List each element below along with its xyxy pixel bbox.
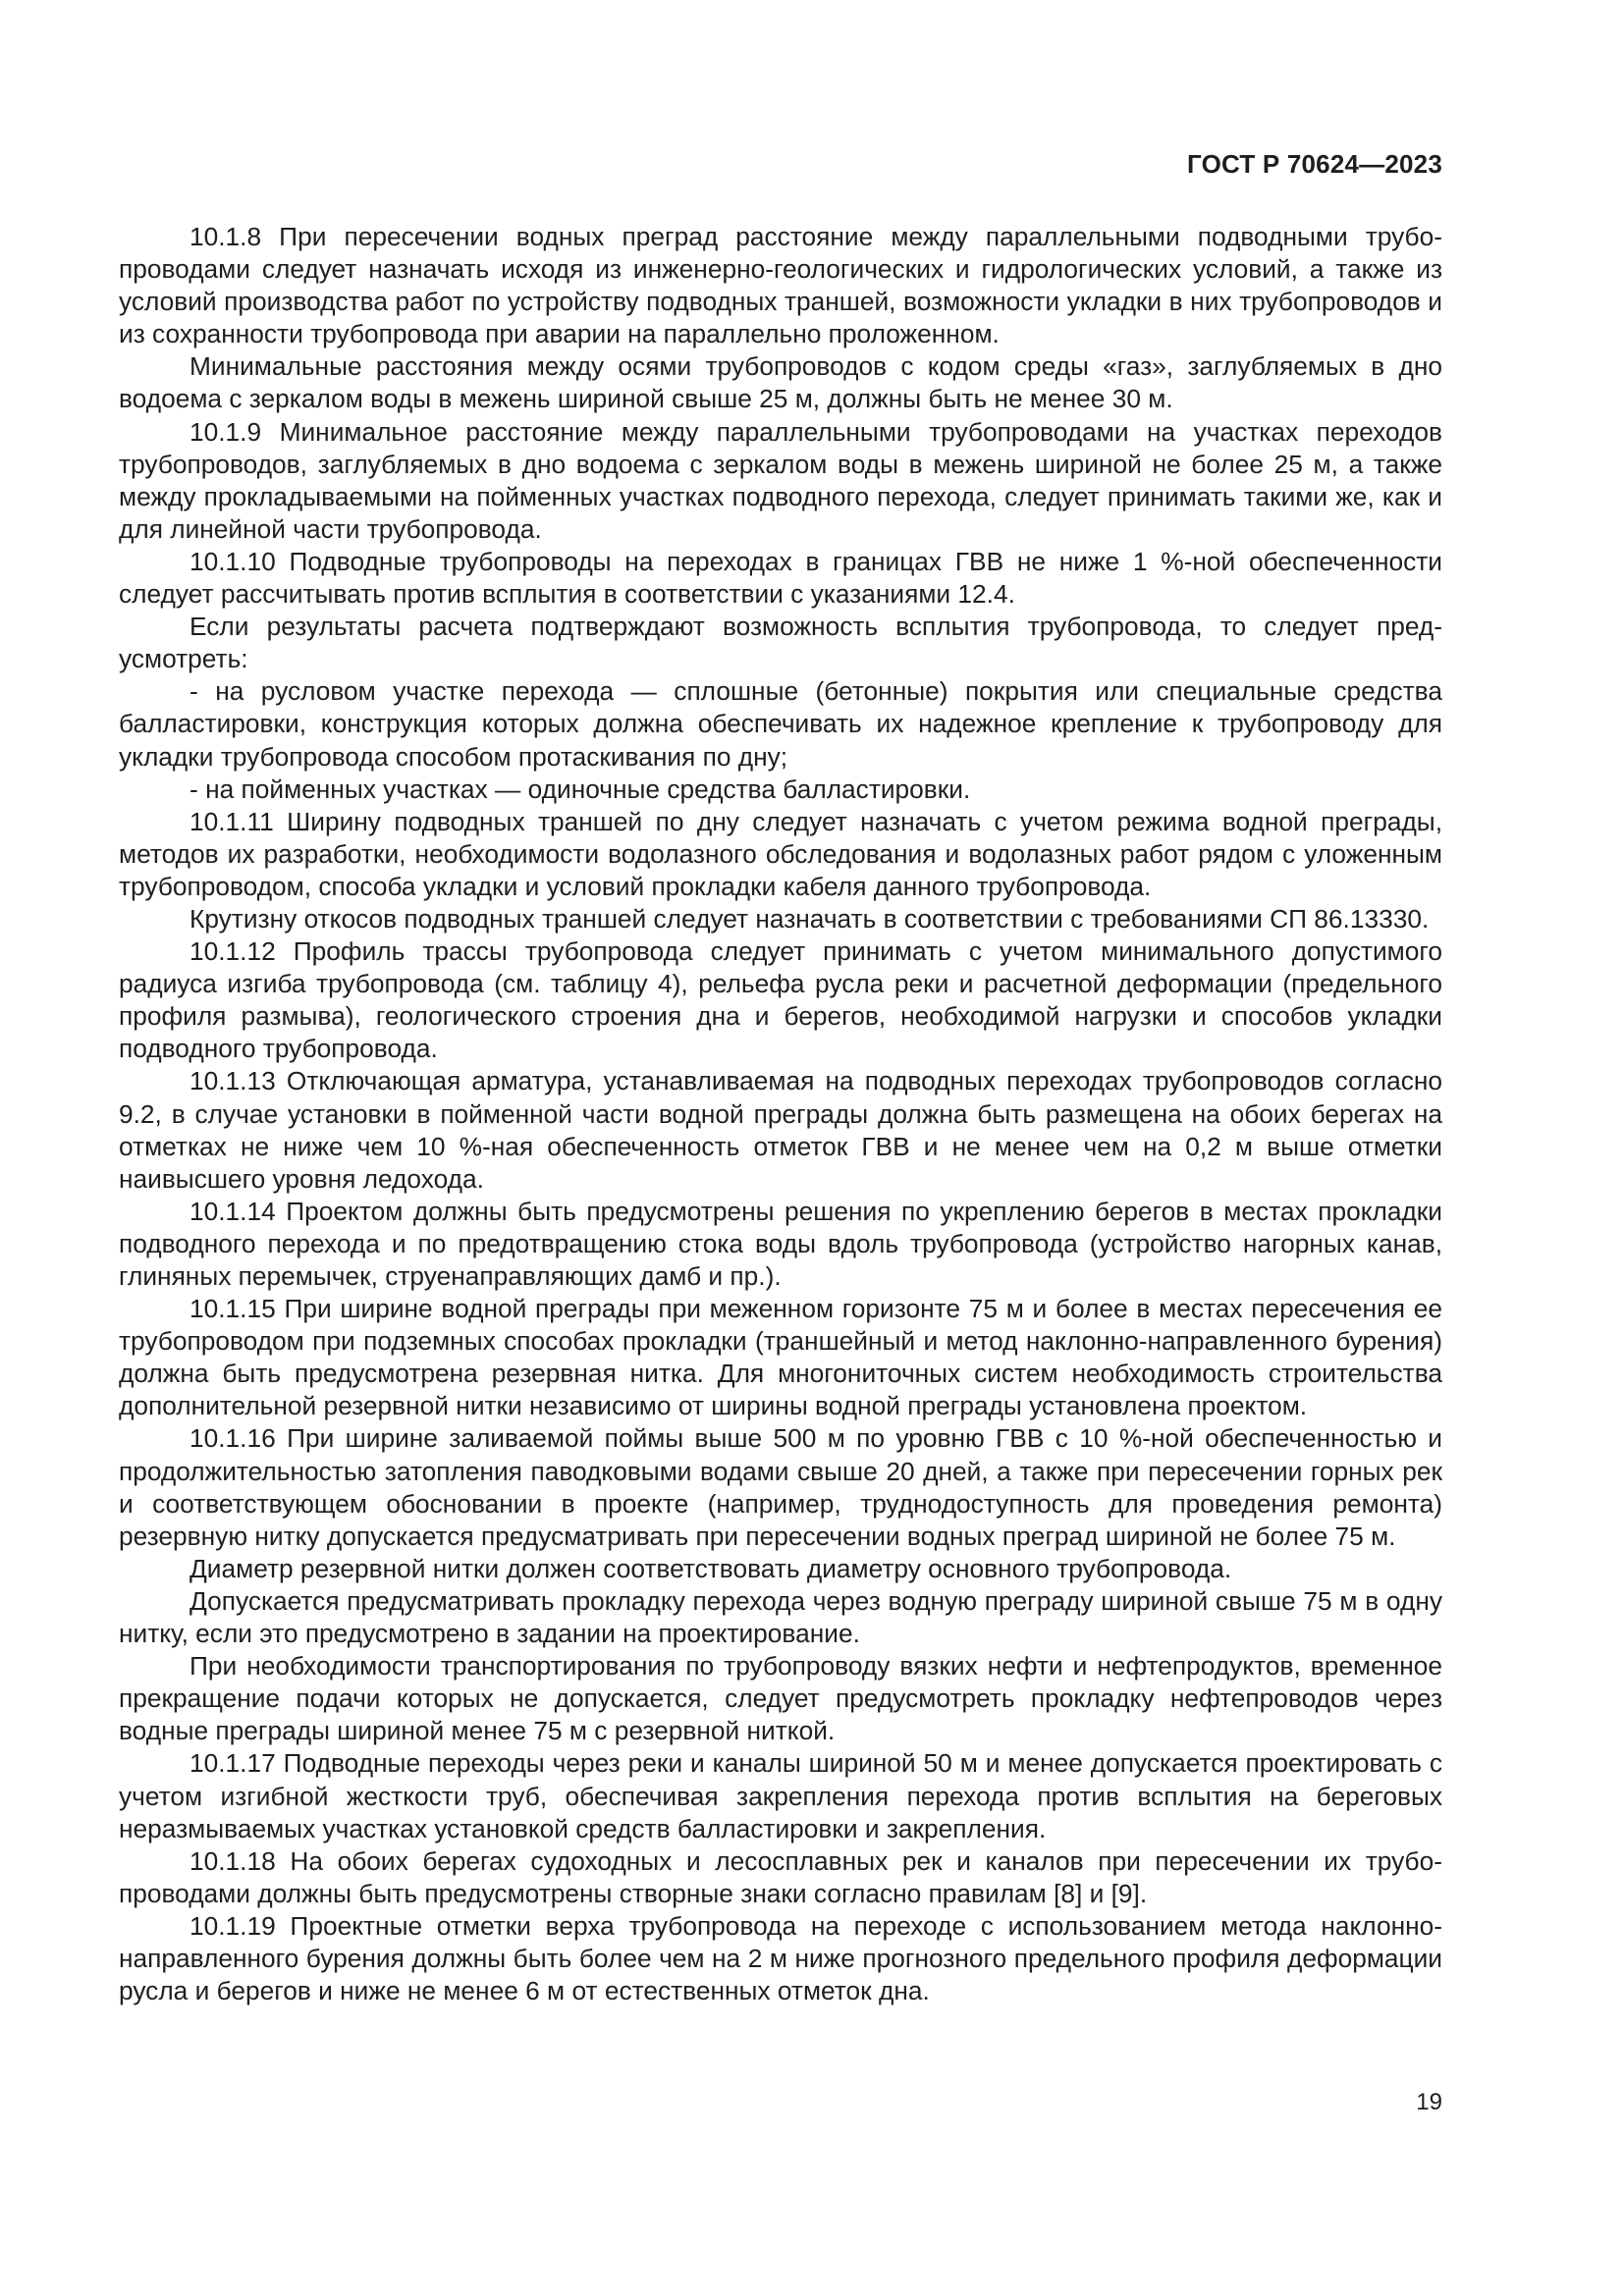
paragraph: Крутизну откосов подводных траншей следует назначать в соответствии с требованиями СП 86.13330. [189,903,1430,934]
paragraph: Диаметр резервной нитки должен соответствовать диаметру основного трубопровода. [189,1553,1232,1583]
document-body [119,221,1442,2007]
paragraph: 10.1.17 Подводные переходы через реки и каналы шириной 50 м и менее допускается проектировать с учетом изгибной жесткости труб, обеспечивая закрепления перехода против всплытия на береговых неразмываемых участках установкой средств балластировки и закрепления. [119,1748,1442,1843]
paragraph: Допускается предусматривать прокладку перехода через водную преграду шириной свыше 75 м в одну нитку, если это предусмотрено в задании на проектирование. [119,1585,1442,1649]
paragraph: - на русловом участке перехода — сплошные (бетонные) покрытия или специальные средства балластировки, конструкция которых должна обеспечивать их надежное крепление к трубопроводу для укладки трубопровода способом протаскивания по дну; [119,676,1442,772]
paragraph: 10.1.14 Проектом должны быть предусмотрены решения по укреплению берегов в местах прокладки подводного перехода и по предотвращению стока воды вдоль трубопровода (устройство нагорных канав, глиняных перемычек, струенаправляющих дамб и пр.). [119,1196,1442,1291]
paragraph: 10.1.19 Проектные отметки верха трубопровода на переходе с использованием метода наклонно-направленного бурения должны быть более чем на 2 м ниже прогнозного предельного профиля деформации русла и берегов и ниже не менее 6 м от естественных отметок дна. [119,1910,1442,2006]
paragraph: 10.1.9 Минимальное расстояние между параллельными трубопроводами на участках переходов трубопроводов, заглубляемых в дно водоема с зеркалом воды в межень шириной не более 25 м, а также между прокладываемыми на пойменных участках подводного перехода, следует принимать такими же, как и для линейной части трубопровода. [119,416,1442,544]
paragraph: 10.1.8 При пересечении водных преград расстояние между параллельными подводными трубопроводами следует назначать исходя из инженерно-геологических и гидрологических условий, а также из условий производства работ по устройству подводных траншей, возможности укладки в них трубопроводов и из сохранности трубопровода при аварии на параллельно проложенном. [119,222,1442,349]
page-number: 19 [1416,2089,1442,2115]
paragraph: 10.1.15 При ширине водной преграды при меженном горизонте 75 м и более в местах пересечения ее трубопроводом при подземных способах прокладки (траншейный и метод наклонно-направленного бурения) должна быть предусмотрена резервная нитка. Для многониточных систем необходимость строительства дополнительной резервной нитки независимо от ширины водной преграды установлена проектом. [119,1294,1442,1421]
document-standard-header: ГОСТ Р 70624—2023 [1187,149,1442,179]
paragraph: - на пойменных участках — одиночные средства балластировки. [189,774,971,804]
paragraph: 10.1.13 Отключающая арматура, устанавливаемая на подводных переходах трубопроводов согласно 9.2, в случае установки в пойменной части водной преграды должна быть размещена на обоих берегах на отметках не ниже чем 10 %-ная обеспеченность отметок ГВВ и не менее чем на 0,2 м выше отметки наивысшего уровня ледохода. [119,1066,1442,1194]
paragraph: 10.1.12 Профиль трассы трубопровода следует принимать с учетом минимального допустимого радиуса изгиба трубопровода (см. таблицу 4), рельефа русла реки и расчетной деформации (предельного профиля размыва), геологического строения дна и берегов, необходимой нагрузки и способов укладки подводного трубопровода. [119,936,1442,1064]
paragraph: 10.1.10 Подводные трубопроводы на переходах в границах ГВВ не ниже 1 %-ной обеспеченности следует рассчитывать против всплытия в соответствии с указаниями 12.4. [119,546,1442,610]
paragraph: 10.1.11 Ширину подводных траншей по дну следует назначать с учетом режима водной преграды, методов их разработки, необходимости водолазного обследования и водолазных работ рядом с уложенным трубопроводом, способа укладки и условий прокладки кабеля данного трубопровода. [119,806,1442,901]
paragraph: Если результаты расчета подтверждают возможность всплытия трубопровода, то следует предусмотреть: [119,612,1442,674]
paragraph: 10.1.18 На обоих берегах судоходных и лесосплавных рек и каналов при пересечении их трубопроводами должны быть предусмотрены створные знаки согласно правилам [8] и [9]. [119,1845,1442,1908]
paragraph: При необходимости транспортирования по трубопроводу вязких нефти и нефтепродуктов, временное прекращение подачи которых не допускается, следует предусмотреть прокладку нефтепроводов через водные преграды шириной менее 75 м с резервной ниткой. [119,1651,1442,1746]
paragraph: 10.1.16 При ширине заливаемой поймы выше 500 м по уровню ГВВ с 10 %-ной обеспеченностью и продолжительностью затопления паводковыми водами свыше 20 дней, а также при пересечении горных рек и соответствующем обосновании в проекте (например, труднодоступность для проведения ремонта) резервную нитку допускается предусматривать при пересечении водных преград шириной не более 75 м. [119,1423,1442,1551]
paragraph: Минимальные расстояния между осями трубопроводов с кодом среды «газ», заглубляемых в дно водоема с зеркалом воды в межень шириной свыше 25 м, должны быть не менее 30 м. [119,351,1442,414]
